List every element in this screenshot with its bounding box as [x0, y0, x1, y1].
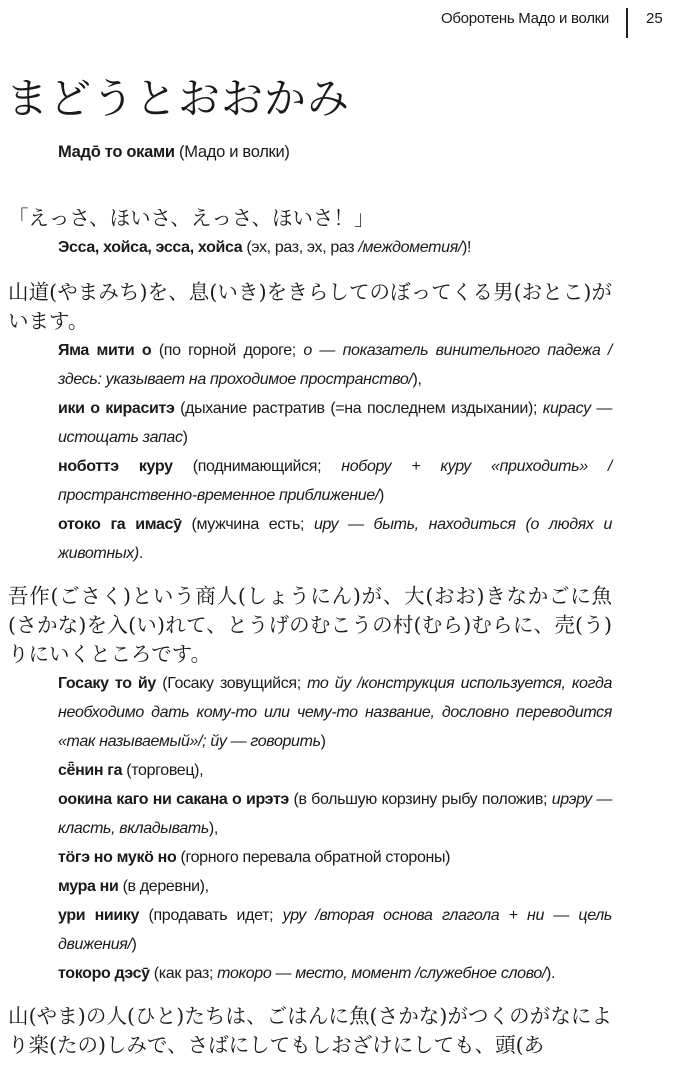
subtitle-transliteration: Мадо̄ то оками — [58, 143, 175, 161]
gloss-note: /междометия/ — [358, 239, 462, 256]
gloss-translation: ) — [320, 733, 326, 750]
gloss-term: ики о кираситэ — [58, 400, 175, 417]
gloss-list — [58, 669, 612, 988]
gloss-term: Эсса, хойса, эсса, хойса — [58, 239, 243, 256]
gloss-entry — [58, 901, 612, 959]
text-block — [8, 278, 612, 568]
gloss-entry — [58, 510, 612, 568]
gloss-translation: ) — [131, 936, 137, 953]
gloss-translation: (эх, раз, эх, раз — [242, 239, 359, 256]
gloss-translation: (по горной дороге; — [151, 342, 304, 359]
gloss-translation: ), — [412, 371, 422, 388]
gloss-term: Яма мити о — [58, 342, 152, 359]
gloss-entry — [58, 872, 612, 901]
chapter-title: まどうとおおかみ — [6, 74, 351, 123]
gloss-note: о — показатель винительного падежа /здесь: указывает на проходимое пространство/ — [58, 342, 612, 388]
gloss-note: кирасу — истощать запас — [58, 400, 613, 446]
gloss-translation: (поднимающийся; — [172, 458, 342, 475]
page-body — [8, 204, 612, 1074]
gloss-note: иру — быть, находиться (о людях и животных) — [58, 516, 612, 562]
gloss-term: сё̄нин га — [58, 762, 123, 779]
gloss-translation: ) — [182, 429, 188, 446]
subtitle-translation: (Мадо и волки) — [174, 143, 290, 161]
gloss-entry — [58, 959, 612, 988]
header-divider — [626, 8, 628, 38]
gloss-entry — [58, 394, 612, 452]
japanese-sentence: 吾作(ごさく)という商人(しょうにん)が、大(おお)きなかごに魚(さかな)を入(い)れて、とうげのむこうの村(むら)むらに、売(う)りにいくところです。 — [8, 584, 612, 666]
gloss-translation: (Госаку зовущийся; — [155, 675, 308, 692]
gloss-entry — [58, 756, 612, 785]
gloss-translation: . — [138, 545, 143, 562]
japanese-sentence: 山(やま)の人(ひと)たちは、ごはんに魚(さかな)がつくのがなにより楽(たの)しみで、さばにしてもしおざけにしても、頭(あ — [8, 1004, 612, 1057]
gloss-translation: (в деревни), — [118, 878, 209, 895]
gloss-entry — [58, 336, 612, 394]
gloss-term: Госаку то йу — [58, 675, 156, 692]
running-title: Оборотень Мадо и волки — [441, 10, 609, 27]
gloss-entry — [58, 233, 612, 262]
gloss-term: ури ниику — [58, 907, 140, 924]
gloss-translation: (дыхание растратив (=на последнем издыхании); — [174, 400, 543, 417]
gloss-term: ноботтэ куру — [58, 458, 173, 475]
gloss-term: токоро дэсӯ — [58, 965, 150, 982]
text-block — [8, 204, 612, 262]
gloss-entry — [58, 843, 612, 872]
gloss-term: оокина каго ни сакана о ирэтэ — [58, 791, 289, 808]
gloss-translation: ). — [546, 965, 556, 982]
gloss-list — [58, 233, 612, 262]
page-number: 25 — [646, 10, 663, 27]
gloss-translation: (мужчина есть; — [181, 516, 314, 533]
gloss-list — [58, 336, 612, 568]
gloss-translation: (как раз; — [149, 965, 218, 982]
chapter-subtitle — [58, 143, 290, 162]
gloss-entry — [58, 785, 612, 843]
gloss-note: то йу /конструкция используется, когда необходимо дать кому-то или чему-то название, дословно переводится «так называемый»/; йу — говорить — [58, 675, 612, 750]
japanese-sentence: 「えっさ、ほいさ、えっさ、ほいさ！」 — [8, 206, 375, 230]
gloss-note: ирэру — класть, вкладывать — [58, 791, 612, 837]
gloss-translation: ), — [208, 820, 218, 837]
gloss-translation: ) — [378, 487, 384, 504]
text-block — [8, 1002, 612, 1060]
gloss-translation: (горного перевала обратной стороны) — [176, 849, 451, 866]
gloss-translation: (продавать идет; — [139, 907, 283, 924]
gloss-note: токоро — место, момент /служебное слово/ — [217, 965, 546, 982]
gloss-note: нобору + куру «приходить» /пространственно-временное приближение/ — [58, 458, 612, 504]
gloss-translation: (торговец), — [122, 762, 204, 779]
running-header — [0, 8, 675, 38]
gloss-term: отоко га имасӯ — [58, 516, 182, 533]
gloss-entry — [58, 452, 612, 510]
gloss-note: уру /вторая основа глагола + ни — цель движения/ — [58, 907, 612, 953]
gloss-translation: )! — [461, 239, 472, 256]
gloss-term: мура ни — [58, 878, 119, 895]
text-block — [8, 582, 612, 988]
japanese-sentence: 山道(やまみち)を、息(いき)をきらしてのぼってくる男(おとこ)がいます。 — [8, 280, 612, 333]
gloss-translation: (в большую корзину рыбу положив; — [288, 791, 552, 808]
gloss-term: тӧгэ но мукӧ но — [58, 849, 177, 866]
gloss-entry — [58, 669, 612, 756]
